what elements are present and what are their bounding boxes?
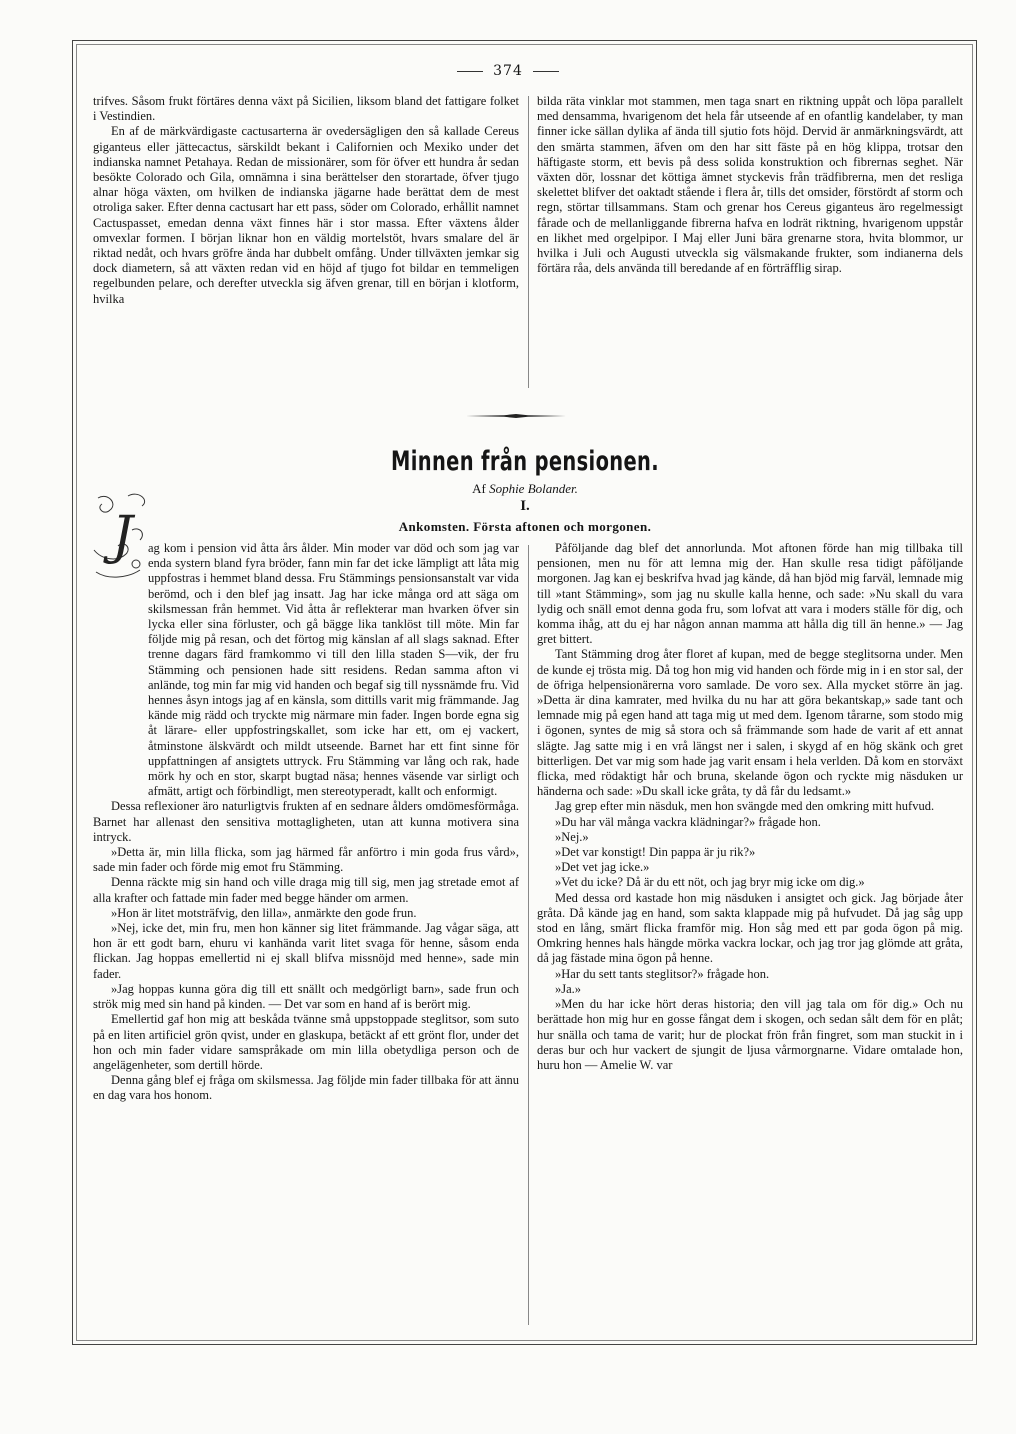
paragraph: Jag grep efter min näsduk, men hon svängde med den omkring mitt hufvud.: [555, 799, 935, 814]
paragraph: Emellertid gaf hon mig att beskåda tvänne små uppstoppade steglitsor, som suto på en liten artificiel grön qvist, under en glaskupa, betäckt af ett grönt flor, under det hon och min fader vidare samspråkade om min lilla obetydliga person och de angelägenheter, som dertill hörde.: [93, 1012, 519, 1072]
page-number-line: [0, 63, 1016, 79]
paragraph: »Det var konstigt! Din pappa är ju rik?»: [555, 845, 756, 860]
paragraph: Med dessa ord kastade hon mig näsduken i ansigtet och gick. Jag började åter gråta. Då kände jag en hand, som sakta klappade mig på hufvudet. Då jag såg upp stod en lång, smärt flicka framför mig. Hon såg med ett par goda ögon på mig. Omkring hennes hals hängde mörka vackra lockar, och jag tror jag glömde att gråta, då jag fästade mina ögon på henne.: [537, 890, 963, 966]
paragraph: »Det vet jag icke.»: [555, 860, 650, 875]
paragraph: Denna räckte mig sin hand och ville draga mig till sig, men jag stretade emot af alla krafter och fattade min fader med begge händer om armen.: [93, 875, 519, 905]
dash-left: [457, 71, 483, 72]
paragraph: Dessa reflexioner äro naturligtvis frukten af en sednare ålders omdömesförmåga. Barnet har allenast den sensitiva mottagligheten, utan att kunna motivera sina intryck.: [93, 799, 519, 844]
article-title: Minnen från pensionen.: [391, 446, 659, 477]
paragraph: trifves. Såsom frukt förtäres denna växt på Sicilien, liksom bland det fattigare folket i Vestindien.: [93, 94, 519, 124]
paragraph: Tant Stämming drog åter floret af kupan, med de begge steglitsorna under. Men de kunde ej trösta mig. Då tog hon mig vid handen och förde mig in i en stor sal, der de öfriga helpensionärerna voro samlade. De voro sex. Alla mycket större än jag. »Detta är dina kamrater, med hvilka du nu har att göra bekantskap,» sade tant och lemnade mig på egen hand att taga mig ut med dem. Igenom tårarne, som stodo mig i ögonen, syntes de mig så stora och så främmande som hade de varit af ett annat slägte. Jag satte mig i en vrå längst ner i salen, i skygd af en hög skänk och gret bitterligen. Det var mig som hade jag varit ensam i hela verlden. Då kom en storväxt flicka, med rödaktigt hår och bruna, skelande ögon och ryckte mig näsduken ur händerna och sade: »Du skall icke gråta, ty då får du ledsamt.»: [537, 647, 963, 799]
paragraph: »Vet du icke? Då är du ett nöt, och jag bryr mig icke om dig.»: [555, 875, 865, 890]
paragraph: »Hon är litet motsträfvig, den lilla», anmärkte den gode frun.: [111, 905, 417, 920]
article-right-column: [537, 541, 963, 1323]
top-left-column: [93, 94, 519, 394]
paragraph: ag kom i pension vid åtta års ålder. Min moder var död och som jag var enda systern bland fyra bröder, fann min far det icke lämpligt att låta mig uppfostras i hemmet bland dessa. Fru Stämmings pensionsanstalt var vida berömd, och i den blef jag insatt. Jag har icke många ord att säga om skilsmessan från hemmet. Vid åtta år reflekterar man hvarken öfver sin lycka eller sina förluster, och gå bägge lika tanklöst till möte. Min far följde mig på resan, och det förtog mig känslan af all slags saknad. Efter trenne dagars färd framkommo vi till den lilla staden S—vik, der fru Stämming och pensionen hade sitt residens. Redan samma afton vi anlände, tog min far mig vid handen och begaf sig till nyssnämde fru. Vid hennes åsyn intogs jag af en känsla, som dittills varit mig främmande. Jag kände mig rädd och tryckte mig närmare min fader. Ingen borde egna sig åt lärare- eller uppfostringskallet, som icke har ett, om ej vackert, åtminstone älskvärdt och mildt utseende. Barnet har ett fint sinne för uppfattningen af ansigtets uttryck. Fru Stämming var lång och rak, hade mörk hy och en stor, skarpt bugtad näsa; hennes väsende var sirligt och afmätt, artigt och förbindligt, men stereotyperadt, kallt och enformigt.: [148, 541, 519, 799]
paragraph: bilda räta vinklar mot stammen, men taga snart en riktning uppåt och löpa parallelt med densamma, hvarigenom det hela får utseende af en ofantlig kandelaber, ty man finner icke sällan dylika af ända till sjutio fots höjd. Dervid är anmärkningsvärdt, att den smärta stammen, äfven om den har sitt fäste på en hög klippa, trotsar den häftigaste storm, ett bevis på dess solida konstruktion och fibrernas seghet. När växten dör, lossnar det köttiga ämnet styckevis från trädfibrerna, men det resliga skelettet blifver det oaktadt stående i flera år, tills det omsider, förstördt af storm och regn, störtar tillsammans. Stam och grenar hos Cereus giganteus äro regelmessigt fårade och de mellanliggande fibrerna hafva en lodrät riktning, hvarigenom uppstår en likhet med orgelpipor. I Maj eller Juni bära grenarne stora, hvita blommor, ur hvilka i Juli och Augusti utveckla sig välsmakande frukter, som indianerna dels förtära råa, dels använda till beredande af en förträfflig sirap.: [537, 94, 963, 276]
paragraph: »Men du har icke hört deras historia; den vill jag tala om för dig.» Och nu berättade hon mig hur en gosse fångat dem i skogen, och sedan sålt dem för en plåt; hur snälla och tama de varit; hur de plockat frön från fingret, som man stuckit in i deras bur och hur vackert de sjungit de ljusa vårmorgnarne. Vidare omtalade hon, huru hon — Amelie W. var: [537, 997, 963, 1072]
article-left-column: [93, 541, 519, 1323]
author-name: Sophie Bolander.: [489, 481, 578, 496]
initial-letter: J: [112, 506, 133, 566]
top-right-column: [537, 94, 963, 394]
paragraph: »Ja.»: [555, 981, 582, 996]
section-ornament: [466, 412, 566, 420]
paragraph: Denna gång blef ej fråga om skilsmessa. Jag följde min fader tillbaka för att ännu en dag vara hos honom.: [93, 1073, 519, 1103]
paragraph: »Har du sett tants steglitsor?» frågade hon.: [555, 966, 770, 981]
author-prefix: Af: [472, 481, 486, 496]
page-number: 374: [493, 63, 523, 79]
column-divider-article: [528, 545, 529, 1325]
dash-right: [533, 71, 559, 72]
paragraph: »Nej.»: [555, 829, 589, 844]
section-number: I.: [520, 498, 530, 514]
paragraph: En af de märkvärdigaste cactusarterna är ovedersägligen den så kallade Cereus giganteus eller jättecactus, särskildt bekant i Californien och Mexiko under det indianska namnet Petahaya. Redan de missionärer, som för öfver ett hundra år sedan besökte Colorado och Gila, omnämna i sina berättelser den storartade, öfver tjugo alnar höga växten, om hvilken de indianska jägarne hade berättat dem de mest otroliga saker. Efter denna cactusart har ett pass, söder om Colorado, erhållit namnet Cactuspasset, emedan denna växt finnes här i stor massa. Efter växtens ålder omvexlar formen. I början liknar hon en väldig mortelstöt, hvars smalare del är riktad nedåt, och hvars gröfre ända har dubbelt omfång. Under tillväxten jemkar sig dock diametern, så att växten redan vid en höjd af tjugo fot bildar en temmeligen regelbunden pelare, och derefter utveckla sig äfven grenar, till en början i klotform, hvilka: [93, 124, 519, 306]
chapter-title: Ankomsten. Första aftonen och morgonen.: [398, 519, 652, 534]
column-divider-top: [528, 96, 529, 388]
paragraph: »Du har väl många vackra klädningar?» frågade hon.: [555, 814, 821, 829]
paragraph: »Jag hoppas kunna göra dig till ett snällt och medgörligt barn», sade frun och strök mig med sin hand på kinden. — Det var som en hand af is berört mig.: [93, 981, 519, 1012]
paragraph: »Nej, icke det, min fru, men hon känner sig litet främmande. Jag vågar säga, att hon är ett godt barn, ehuru vi kanhända varit litet svaga för henne, såsom enda flickan. Jag hoppas emellertid ni ej skall blifva missnöjd med henne», sade min fader.: [93, 921, 519, 981]
paragraph: »Detta är, min lilla flicka, som jag härmed får anförtro i min goda frus vård», sade min fader och förde mig emot fru Stämming.: [93, 845, 519, 875]
paragraph: Påföljande dag blef det annorlunda. Mot aftonen förde han mig tillbaka till pensionen, men nu för att lemna mig der. Han skulle resa tidigt påföljande morgonen. Jag kan ej beskrifva hvad jag kände, då han bjöd mig farväl, lemnade mig till »tant Stämming», som jag nu skulle kalla henne, och sade: »Nu skall du vara lydig och snäll emot denna goda fru, som lofvat att vara i moders ställe för dig, och komma ihåg, att du ej har någon annan mamma att hålla dig till än henne.» — Jag gret bittert.: [537, 541, 963, 647]
